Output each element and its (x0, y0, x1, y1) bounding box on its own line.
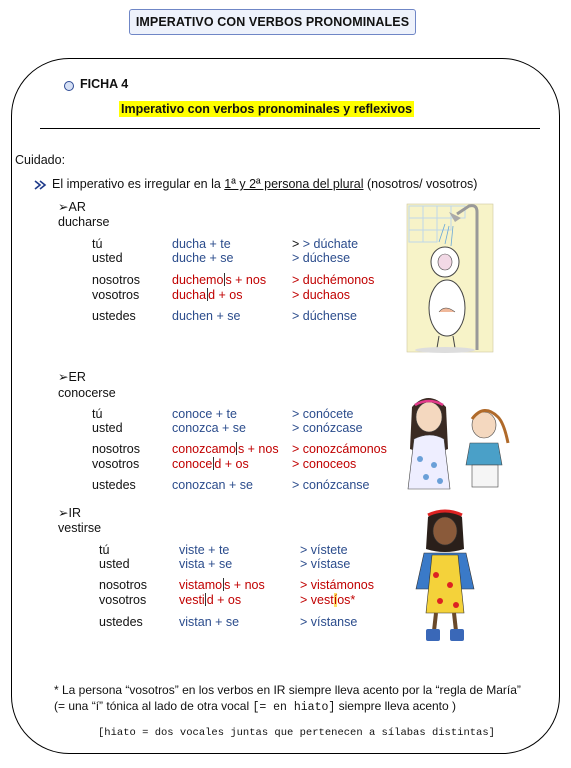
page-header (129, 9, 416, 35)
cuidado-label: Cuidado: (15, 153, 66, 167)
ficha-label: FICHA 4 (80, 77, 129, 91)
rule-text: El imperativo es irregular en la 1ª y 2ª persona del plural (nosotros/ vosotros) (52, 177, 478, 191)
form: duchen + se (172, 309, 241, 323)
result: > conózcanse (292, 478, 370, 492)
pron: usted (92, 421, 123, 435)
pron: nosotros (92, 273, 140, 287)
section-ar-heading: ➢AR (58, 200, 86, 214)
section-ir-heading: ➢IR (58, 506, 81, 520)
form: vesti d + os (179, 593, 242, 607)
result: > vístase (300, 557, 351, 571)
form: duchemo s + nos (172, 273, 267, 287)
pron: vosotros (92, 288, 140, 302)
double-chevron-right-icon (34, 180, 48, 193)
pron: vosotros (99, 593, 147, 607)
section-ar-verb: ducharse (58, 215, 110, 229)
form: vistan + se (179, 615, 240, 629)
hiato-note: [hiato = dos vocales juntas que pertenecen a sílabas distintas] (98, 727, 495, 739)
pron: usted (92, 251, 123, 265)
sheep-shower-illustration (405, 200, 497, 361)
form: duche + se (172, 251, 234, 265)
form: viste + te (179, 543, 230, 557)
page-title: IMPERATIVO CON VERBOS PRONOMINALES (135, 15, 410, 29)
pron: nosotros (99, 578, 147, 592)
pron: nosotros (92, 442, 140, 456)
result: > > dúchate (292, 237, 359, 251)
result: > conócete (292, 407, 354, 421)
form: conoce + te (172, 407, 237, 421)
form: conoce d + os (172, 457, 249, 471)
pron: ustedes (92, 309, 136, 323)
result: > vístete (300, 543, 348, 557)
result: > duchémonos (292, 273, 375, 287)
two-girls-illustration (404, 393, 514, 498)
form: conozcamo s + nos (172, 442, 279, 456)
result: > conózcase (292, 421, 363, 435)
girl-dressing-illustration (410, 505, 480, 652)
result: > vístanse (300, 615, 358, 629)
form: vista + se (179, 557, 233, 571)
pron: vosotros (92, 457, 140, 471)
form: conozca + se (172, 421, 247, 435)
pron: ustedes (92, 478, 136, 492)
divider (40, 128, 540, 129)
rule-plural: 1ª y 2ª persona del plural (224, 177, 364, 191)
pron: usted (99, 557, 130, 571)
result: > dúchese (292, 251, 351, 265)
result: > dúchense (292, 309, 357, 323)
result: > conoceos (292, 457, 357, 471)
section-ir-verb: vestirse (58, 521, 102, 535)
pron: tú (99, 543, 110, 557)
result: > vistámonos (300, 578, 374, 592)
ficha-subtitle: Imperativo con verbos pronominales y reflexivos (121, 102, 413, 116)
pron: tú (92, 407, 103, 421)
result: > vestíos* (300, 593, 356, 607)
form: ducha d + os (172, 288, 243, 302)
form: vistamo s + nos (179, 578, 265, 592)
section-er-heading: ➢ER (58, 370, 86, 384)
pron: ustedes (99, 615, 143, 629)
pron: tú (92, 237, 103, 251)
result: > conozcámonos (292, 442, 387, 456)
note-line-2: (= una “í” tónica al lado de otra vocal [= en hiato] siempre lleva acento ) (54, 699, 457, 714)
result: > duchaos (292, 288, 351, 302)
note-line-1: * La persona “vosotros” en los verbos en IR siempre lleva acento por la “regla de María” (54, 683, 521, 697)
form: conozcan + se (172, 478, 253, 492)
section-er-verb: conocerse (58, 386, 116, 400)
bullet-circle-icon (64, 81, 74, 91)
form: ducha + te (172, 237, 231, 251)
